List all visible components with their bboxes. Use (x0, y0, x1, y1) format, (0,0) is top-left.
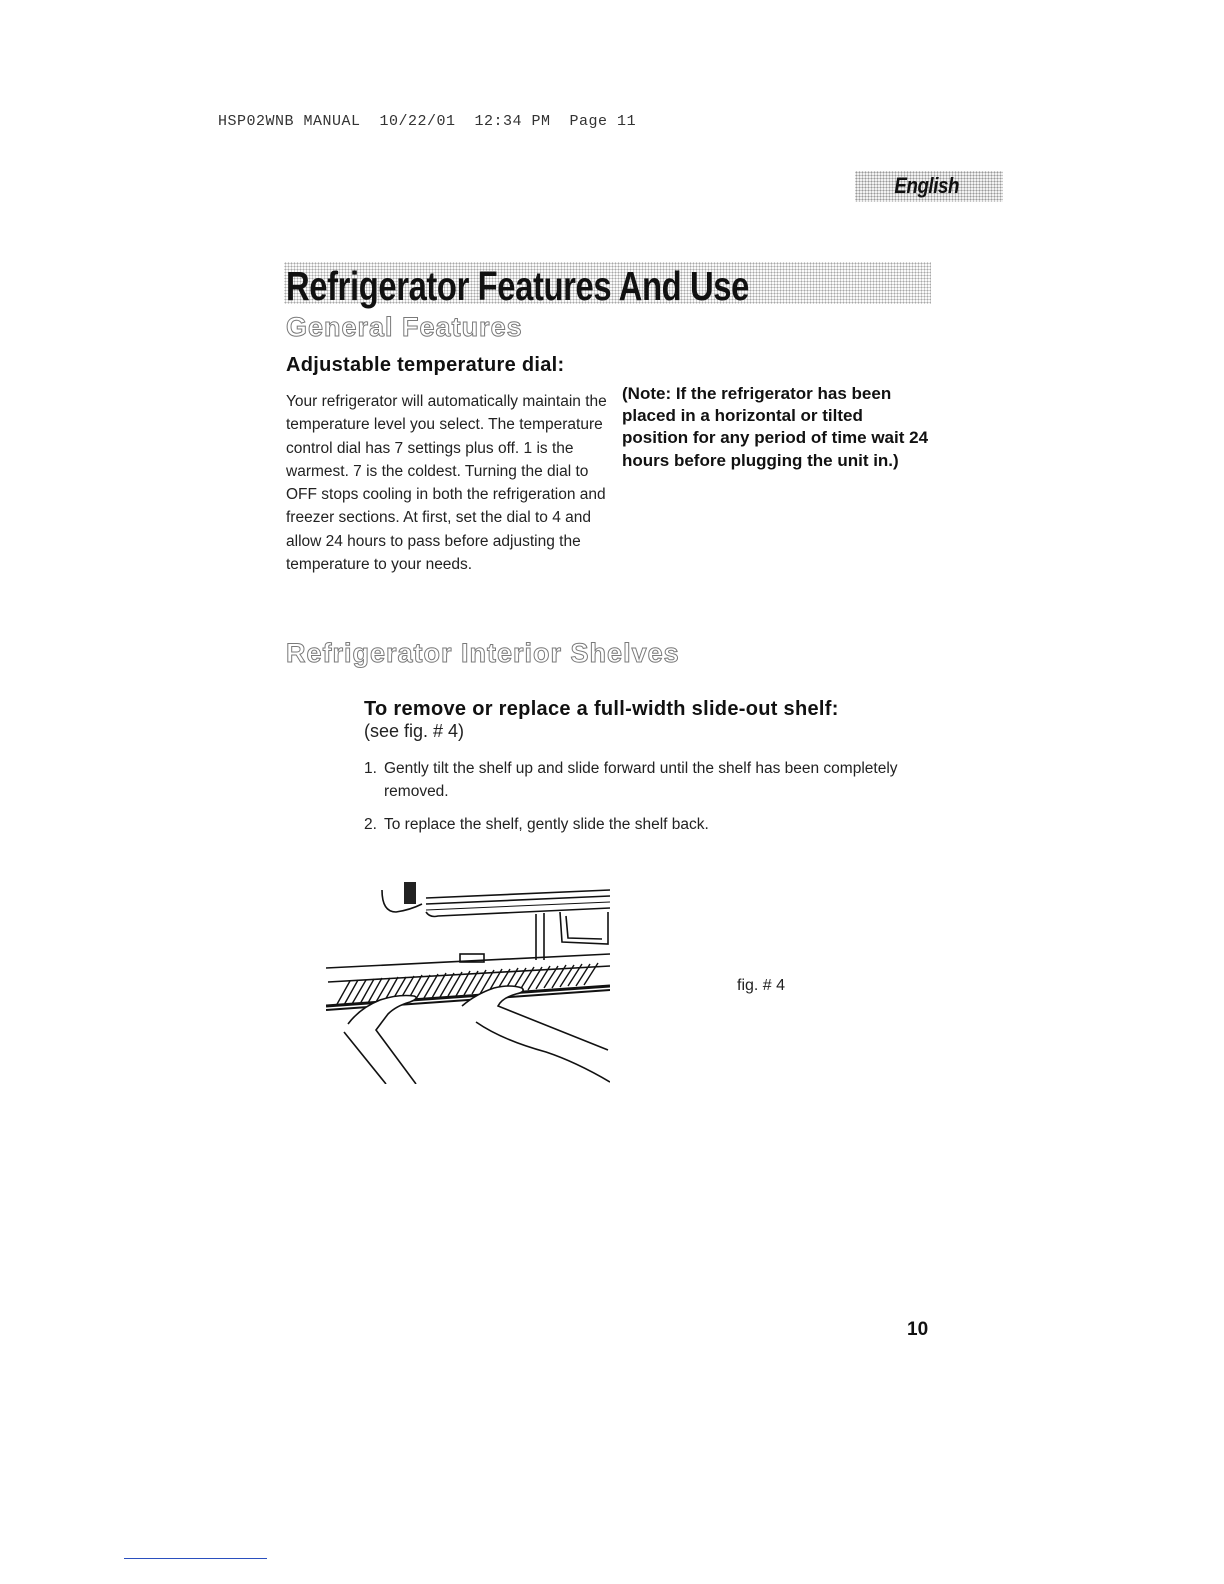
see-figure-reference: (see fig. # 4) (364, 721, 465, 741)
language-label: English (894, 173, 959, 198)
temperature-dial-body: Your refrigerator will automatically maintain the temperature level you select. The temperature control dial has 7 settings plus off. 1 is the warmest. 7 is the coldest. Turning the dial to OFF stops cooling in both the refrigeration and freezer sections. At first, set the dial to 4 and allow 24 hours to pass before adjusting the temperature to your needs. (286, 393, 607, 574)
slide-out-shelf-subheading: To remove or replace a full-width slide-out shelf: (364, 698, 839, 720)
step-number: 1. (364, 760, 377, 777)
footnote-rule (124, 1558, 267, 1559)
document-header-stamp: HSP02WNB MANUAL 10/22/01 12:34 PM Page 11 (218, 113, 637, 130)
step-text: Gently tilt the shelf up and slide forward until the shelf has been completely removed. (384, 760, 898, 800)
step-text: To replace the shelf, gently slide the shelf back. (384, 816, 709, 833)
placement-note: (Note: If the refrigerator has been placed in a horizontal or tilted position for any period of time wait 24 hours before plugging the unit in.) (622, 384, 929, 470)
step-number: 2. (364, 816, 377, 833)
general-features-heading: General Features (286, 312, 523, 342)
figure-caption: fig. # 4 (737, 977, 786, 994)
instruction-step (364, 813, 904, 836)
interior-shelves-heading: Refrigerator Interior Shelves (286, 638, 680, 668)
shelf-removal-illustration (326, 882, 610, 1084)
page-title: Refrigerator Features And Use (286, 263, 749, 309)
instruction-steps (364, 757, 904, 846)
instruction-step (364, 757, 904, 803)
language-tab (855, 171, 1003, 202)
temperature-dial-subheading: Adjustable temperature dial: (286, 354, 565, 376)
page-number: 10 (907, 1319, 929, 1340)
